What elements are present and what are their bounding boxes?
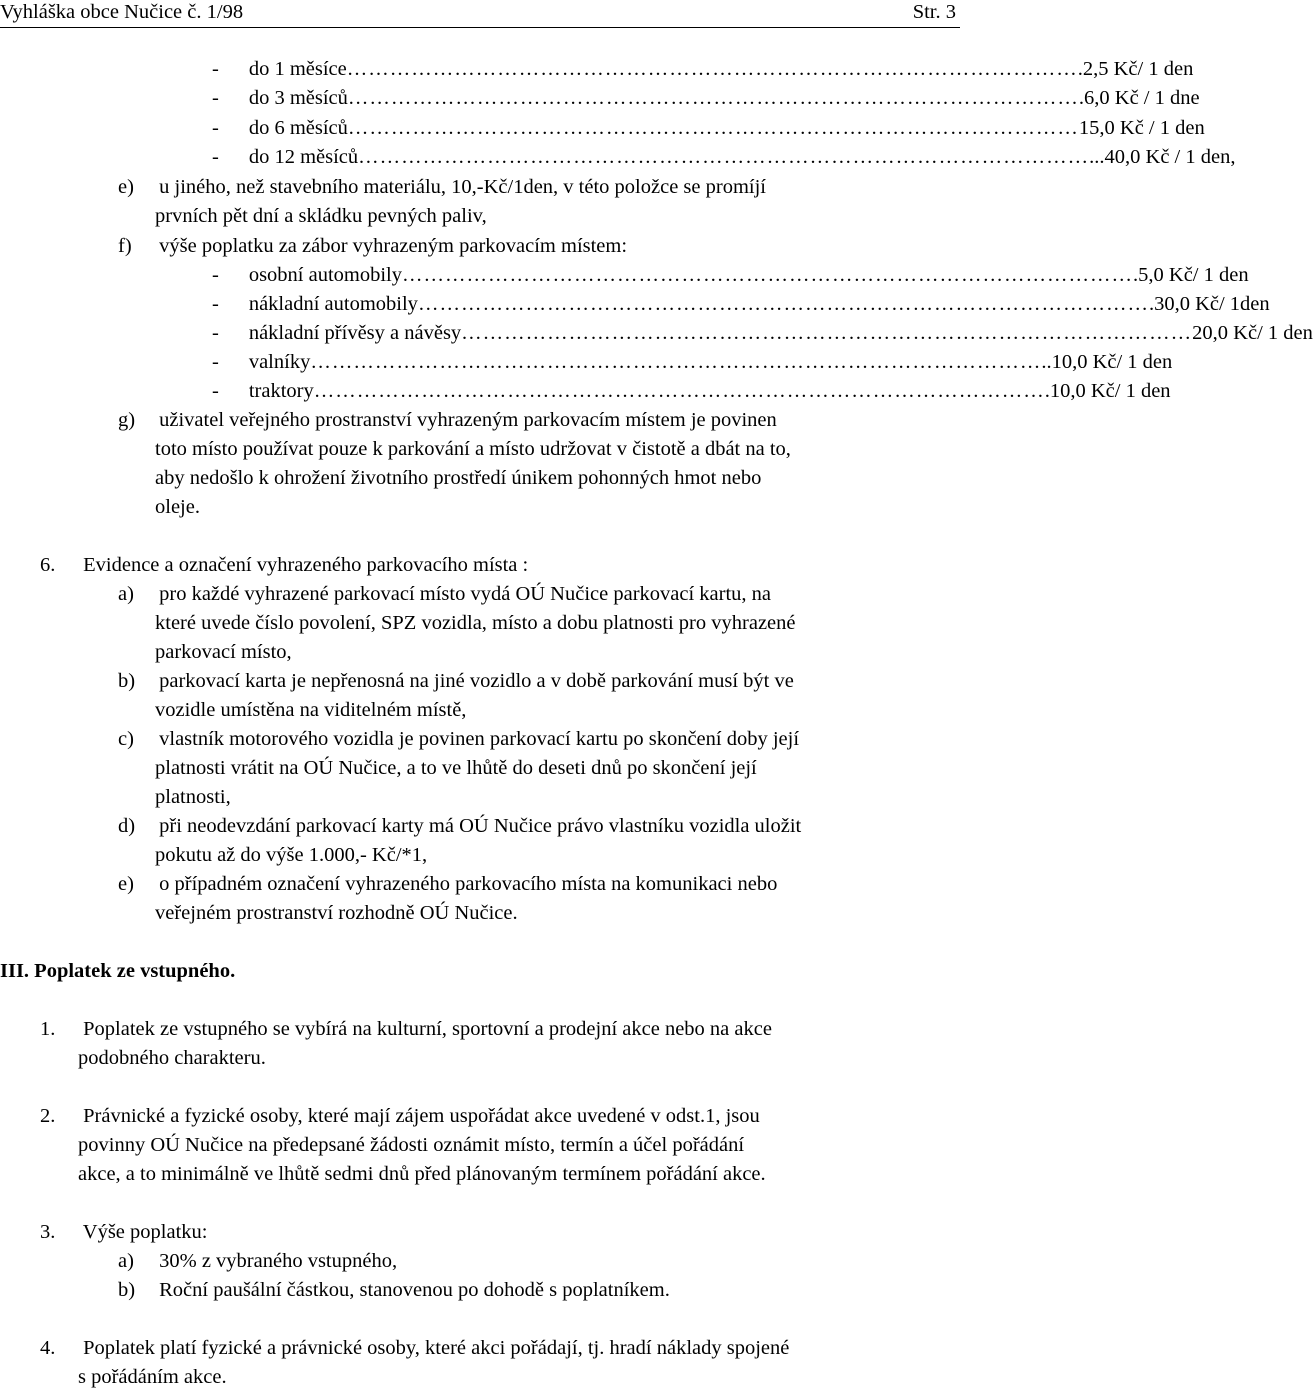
section-6-item-d — [118, 814, 801, 838]
paragraph-number: 3. — [40, 1221, 56, 1243]
dot-leader: ………………………………………………………………………………………… — [347, 87, 1079, 109]
paragraph-text: Právnické a fyzické osoby, které mají zájem uspořádat akce uvedené v odst.1, jsou — [83, 1105, 760, 1127]
dot-leader: ………………………………………………………………………………………… — [358, 146, 1090, 168]
paragraph-3-item-a — [118, 1249, 397, 1273]
item-marker: b) — [118, 1279, 136, 1301]
item-text: 30% z vybraného vstupného, — [159, 1250, 398, 1272]
item-text: o případném označení vyhrazeného parkovacího místa na komunikaci nebo — [159, 873, 778, 895]
paragraph-4 — [40, 1336, 789, 1360]
parking-fee-line — [212, 263, 1249, 287]
fee-label: nákladní automobily — [248, 293, 418, 315]
item-marker: d) — [118, 815, 136, 837]
fee-label: do 1 měsíce — [248, 58, 347, 80]
parking-fee-line — [212, 321, 1313, 345]
dot-leader: ………………………………………………………………………………………… — [417, 293, 1149, 315]
item-text: u jiného, než stavebního materiálu, 10,-Kč/1den, v této položce se promíjí — [159, 176, 766, 198]
item-marker: b) — [118, 670, 136, 692]
fee-dash: - — [212, 264, 219, 286]
fee-label: osobní automobily — [248, 264, 403, 286]
item-e — [118, 175, 766, 199]
paragraph-cont: podobného charakteru. — [78, 1047, 266, 1069]
fee-value: .10,0 Kč/ 1 den — [1044, 380, 1171, 402]
item-text: při neodevzdání parkovací karty má OÚ Nučice právo vlastníku vozidla uložit — [159, 815, 802, 837]
paragraph-cont: s pořádáním akce. — [78, 1366, 227, 1388]
dot-leader: ………………………………………………………………………………………… — [347, 117, 1079, 139]
fee-value: .30,0 Kč/ 1den — [1148, 293, 1270, 315]
item-g-cont: oleje. — [155, 496, 200, 518]
fee-line — [212, 145, 1236, 169]
section-6-item-a — [118, 582, 771, 606]
item-marker: c) — [118, 728, 134, 750]
item-cont: které uvede číslo povolení, SPZ vozidla, místo a dobu platnosti pro vyhrazené — [155, 612, 796, 634]
item-cont: vozidle umístěna na viditelném místě, — [155, 699, 467, 721]
header-divider — [0, 27, 960, 28]
item-text: Roční paušální částkou, stanovenou po dohodě s poplatníkem. — [159, 1279, 670, 1301]
dot-leader: ………………………………………………………………………………………… — [310, 351, 1042, 373]
item-marker: e) — [118, 176, 134, 198]
fee-label: traktory — [248, 380, 314, 402]
paragraph-cont: akce, a to minimálně ve lhůtě sedmi dnů před plánovaným termínem pořádání akce. — [78, 1163, 766, 1185]
paragraph-2 — [40, 1104, 760, 1128]
fee-line — [212, 57, 1194, 81]
fee-label: do 6 měsíců — [248, 117, 348, 139]
fee-value: 20,0 Kč/ 1 den — [1192, 322, 1313, 344]
section-heading: III. Poplatek ze vstupného. — [0, 960, 236, 982]
fee-label: do 12 měsíců — [248, 146, 359, 168]
item-e-cont: prvních pět dní a skládku pevných paliv, — [155, 205, 487, 227]
paragraph-number: 2. — [40, 1105, 56, 1127]
paragraph-number: 4. — [40, 1337, 56, 1359]
fee-label: do 3 měsíců — [248, 87, 348, 109]
item-cont: platnosti, — [155, 786, 231, 808]
item-marker: a) — [118, 583, 134, 605]
paragraph-number: 1. — [40, 1018, 56, 1040]
item-text: pro každé vyhrazené parkovací místo vydá OÚ Nučice parkovací kartu, na — [159, 583, 772, 605]
fee-line — [212, 86, 1200, 110]
fee-dash: - — [212, 351, 219, 373]
fee-line — [212, 116, 1205, 140]
paragraph-3 — [40, 1220, 207, 1244]
fee-dash: - — [212, 293, 219, 315]
paragraph-1 — [40, 1017, 772, 1041]
item-marker: f) — [118, 235, 132, 257]
item-cont: pokutu až do výše 1.000,- Kč/*1, — [155, 844, 428, 866]
item-text: uživatel veřejného prostranství vyhrazeným parkovacím místem je povinen — [159, 409, 777, 431]
fee-value: .2,5 Kč/ 1 den — [1077, 58, 1194, 80]
paragraph-text: Poplatek platí fyzické a právnické osoby, které akci pořádají, tj. hradí náklady spojené — [83, 1337, 790, 1359]
item-g-cont: aby nedošlo k ohrožení životního prostředí únikem pohonných hmot nebo — [155, 467, 762, 489]
document-title: Vyhláška obce Nučice č. 1/98 — [0, 1, 244, 23]
item-g — [118, 408, 777, 432]
item-text: parkovací karta je nepřenosná na jiné vozidlo a v době parkování musí být ve — [159, 670, 794, 692]
fee-dash: - — [212, 58, 219, 80]
paragraph-cont: povinny OÚ Nučice na předepsané žádosti oznámit místo, termín a účel pořádání — [78, 1134, 745, 1156]
item-g-cont: toto místo používat pouze k parkování a místo udržovat v čistotě a dbát na to, — [155, 438, 791, 460]
parking-fee-line — [212, 379, 1171, 403]
item-marker: e) — [118, 873, 134, 895]
page-header — [0, 0, 960, 26]
fee-value: .5,0 Kč/ 1 den — [1133, 264, 1249, 286]
item-cont: parkovací místo, — [155, 641, 292, 663]
item-f — [118, 234, 627, 258]
fee-dash: - — [212, 146, 219, 168]
section-title: Evidence a označení vyhrazeného parkovacího místa : — [83, 554, 529, 576]
dot-leader: ………………………………………………………………………………………… — [402, 264, 1134, 286]
fee-label: valníky — [248, 351, 311, 373]
fee-dash: - — [212, 87, 219, 109]
fee-value: .6,0 Kč / 1 dne — [1078, 87, 1200, 109]
section-6-item-b — [118, 669, 794, 693]
item-marker: g) — [118, 409, 136, 431]
item-marker: a) — [118, 1250, 134, 1272]
section-6-item-c — [118, 727, 799, 751]
section-6-heading — [40, 553, 528, 577]
dot-leader: ………………………………………………………………………………………… — [346, 58, 1078, 80]
item-cont: veřejném prostranství rozhodně OÚ Nučice. — [155, 902, 518, 924]
dot-leader: ………………………………………………………………………………………… — [313, 380, 1045, 402]
section-number: 6. — [40, 554, 56, 576]
fee-label: nákladní přívěsy a návěsy — [248, 322, 462, 344]
paragraph-text: Poplatek ze vstupného se vybírá na kulturní, sportovní a prodejní akce nebo na akce — [83, 1018, 772, 1040]
item-cont: platnosti vrátit na OÚ Nučice, a to ve lhůtě do deseti dnů po skončení její — [155, 757, 757, 779]
item-text: vlastník motorového vozidla je povinen parkovací kartu po skončení doby její — [159, 728, 800, 750]
fee-value: ..10,0 Kč/ 1 den — [1041, 351, 1173, 373]
fee-value: 15,0 Kč / 1 den — [1078, 117, 1205, 139]
paragraph-3-item-b — [118, 1278, 670, 1302]
page-number: Str. 3 — [912, 1, 956, 23]
fee-dash: - — [212, 380, 219, 402]
fee-dash: - — [212, 322, 219, 344]
dot-leader: ………………………………………………………………………………………… — [461, 322, 1193, 344]
section-6-item-e — [118, 872, 777, 896]
fee-value: ...40,0 Kč / 1 den, — [1089, 146, 1236, 168]
parking-fee-line — [212, 292, 1270, 316]
item-text: výše poplatku za zábor vyhrazeným parkovacím místem: — [159, 235, 628, 257]
parking-fee-line — [212, 350, 1173, 374]
fee-dash: - — [212, 117, 219, 139]
paragraph-text: Výše poplatku: — [82, 1221, 208, 1243]
